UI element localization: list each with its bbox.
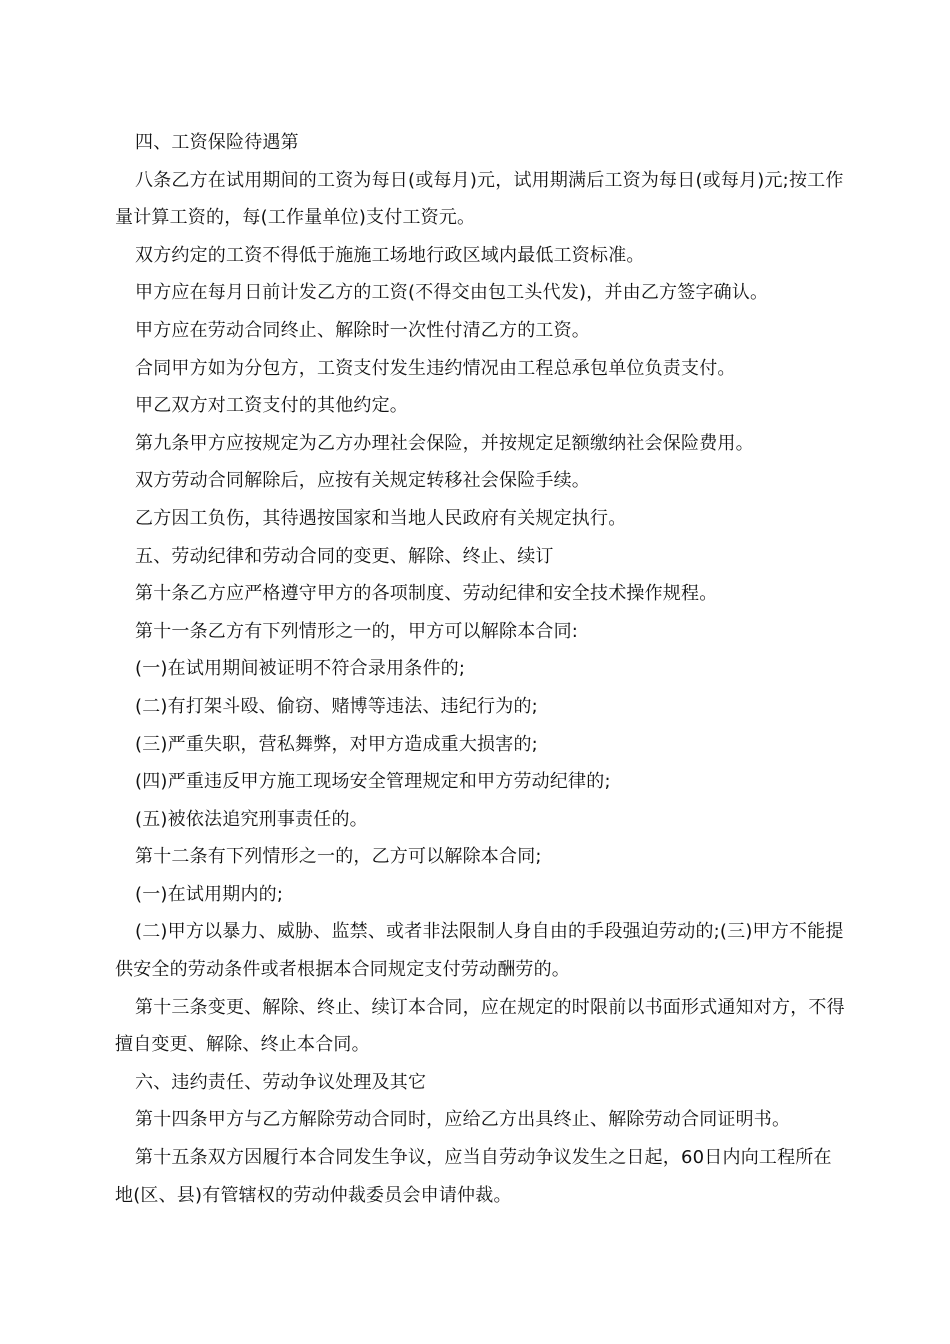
section-heading-wages-insurance: 四、工资保险待遇第: [135, 132, 299, 153]
section-heading-discipline: 五、劳动纪律和劳动合同的变更、解除、终止、续订: [135, 545, 554, 567]
list-item: (二)甲方以暴力、威胁、监禁、或者非法限制人身自由的手段强迫劳动的;(三)甲方不能提供安全的劳动条件或者根据本合同规定支付劳动酬劳的。: [115, 921, 844, 981]
list-item: (一)在试用期间被证明不符合录用条件的;: [135, 658, 466, 680]
list-item: (五)被依法追究刑事责任的。: [135, 808, 368, 830]
paragraph-work-injury: 乙方因工负伤，其待遇按国家和当地人民政府有关规定执行。: [135, 507, 627, 529]
list-item: (四)严重违反甲方施工现场安全管理规定和甲方劳动纪律的;: [135, 771, 611, 793]
paragraph-final-settlement: 甲方应在劳动合同终止、解除时一次性付清乙方的工资。: [135, 319, 590, 341]
article-12-employee-termination: 第十二条有下列情形之一的，乙方可以解除本合同;: [135, 846, 542, 868]
list-item: (三)严重失职，营私舞弊，对甲方造成重大损害的;: [135, 733, 538, 755]
article-14-termination-certificate: 第十四条甲方与乙方解除劳动合同时，应给乙方出具终止、解除劳动合同证明书。: [135, 1109, 791, 1131]
paragraph-insurance-transfer: 双方劳动合同解除后，应按有关规定转移社会保险手续。: [135, 470, 590, 492]
article-10-discipline: 第十条乙方应严格遵守甲方的各项制度、劳动纪律和安全技术操作规程。: [135, 583, 718, 605]
section-heading-liability-disputes: 六、违约责任、劳动争议处理及其它: [135, 1071, 427, 1093]
list-item: (一)在试用期内的;: [135, 883, 284, 905]
article-9-social-insurance: 第九条甲方应按规定为乙方办理社会保险，并按规定足额缴纳社会保险费用。: [135, 432, 754, 454]
paragraph-other-agreements: 甲乙双方对工资支付的其他约定。: [135, 395, 408, 417]
article-8-wages: 八条乙方在试用期间的工资为每日(或每月)元，试用期满后工资为每日(或每月)元;按工作量计算工资的，每(工作量单位)支付工资元。: [115, 169, 844, 229]
article-13-notice: 第十三条变更、解除、终止、续订本合同，应在规定的时限前以书面形式通知对方，不得擅自变更、解除、终止本合同。: [115, 996, 845, 1056]
article-11-employer-termination: 第十一条乙方有下列情形之一的，甲方可以解除本合同:: [135, 620, 579, 642]
paragraph-subcontractor-liability: 合同甲方如为分包方，工资支付发生违约情况由工程总承包单位负责支付。: [135, 357, 736, 379]
article-15-arbitration: 第十五条双方因履行本合同发生争议，应当自劳动争议发生之日起，60日内向工程所在地(区、县)有管辖权的劳动仲裁委员会申请仲裁。: [115, 1147, 832, 1206]
paragraph-minimum-wage: 双方约定的工资不得低于施施工场地行政区域内最低工资标准。: [135, 244, 645, 266]
list-item: (二)有打架斗殴、偷窃、赌博等违法、违纪行为的;: [135, 695, 538, 717]
document-body: [115, 124, 845, 1214]
paragraph-monthly-payment: 甲方应在每月日前计发乙方的工资(不得交由包工头代发)，并由乙方签字确认。: [135, 282, 769, 304]
